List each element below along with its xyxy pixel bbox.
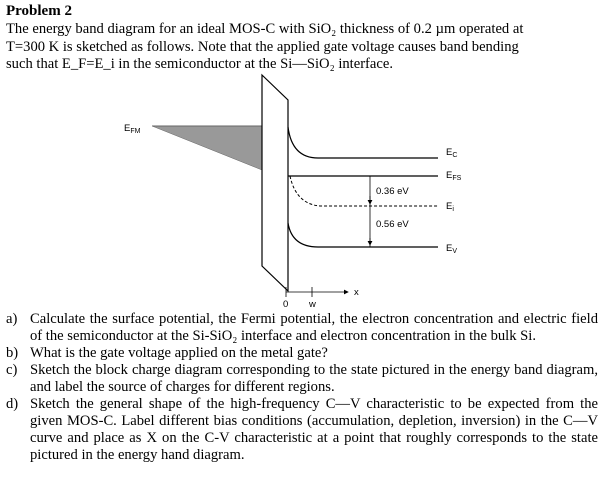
question-label: d): [6, 396, 19, 412]
oxide-layer: [262, 75, 288, 291]
axis-w-label: w: [309, 299, 316, 310]
question-label: b): [6, 345, 19, 361]
question-text: Sketch the general shape of the high-frequency C—V characteristic to be expected from the given MOS-C. Label different bias conditions (accumulation, depletion, inversion) in the C—V curve and place as X on the C-V characteristic at a point that roughly corresponds to the state pictured in the energy hand diagram.: [30, 396, 598, 463]
efm-label: $E_{FM}$: [124, 123, 141, 135]
question-c: [6, 362, 598, 396]
metal-fermi-wedge: [152, 126, 262, 170]
question-label: a): [6, 311, 18, 327]
question-list: [6, 311, 598, 464]
ei-label: $E_i$: [446, 201, 454, 213]
gap2-label: 0.56 eV: [376, 219, 409, 230]
question-label: c): [6, 362, 18, 378]
conduction-band-edge: [288, 127, 438, 158]
intrinsic-level: [290, 176, 438, 206]
gap1-label: 0.36 eV: [376, 186, 409, 197]
question-text: What is the gate voltage applied on the metal gate?: [30, 345, 328, 361]
axis-x-label: x: [354, 287, 359, 298]
question-text: Sketch the block charge diagram corresponding to the state pictured in the energy band diagram, and label the source of charges for different regions.: [30, 362, 598, 395]
question-a: [6, 311, 598, 345]
efs-label: $E_{FS}$: [446, 170, 462, 182]
intro-line-3: such that E_F=E_i in the semiconductor at the Si—SiO₂ interface.: [6, 56, 393, 72]
question-d: [6, 396, 598, 464]
intro-line-2: T=300 K is sketched as follows. Note that the applied gate voltage causes band bending: [6, 38, 519, 55]
question-text: Calculate the surface potential, the Fermi potential, the electron concentration and electric field of the semiconductor at the Si-SiO₂ interface and electron concentration in the bulk Si.: [30, 311, 598, 344]
ev-label: $E_V$: [446, 243, 458, 255]
ec-label: $E_C$: [446, 147, 458, 159]
valence-band-edge: [288, 223, 438, 247]
axis-origin-label: 0: [283, 299, 289, 310]
question-b: [6, 345, 598, 362]
intro-line-1: The energy band diagram for an ideal MOS-C with SiO₂ thickness of 0.2 µm operated at: [6, 21, 524, 37]
problem-title: Problem 2: [6, 3, 72, 19]
